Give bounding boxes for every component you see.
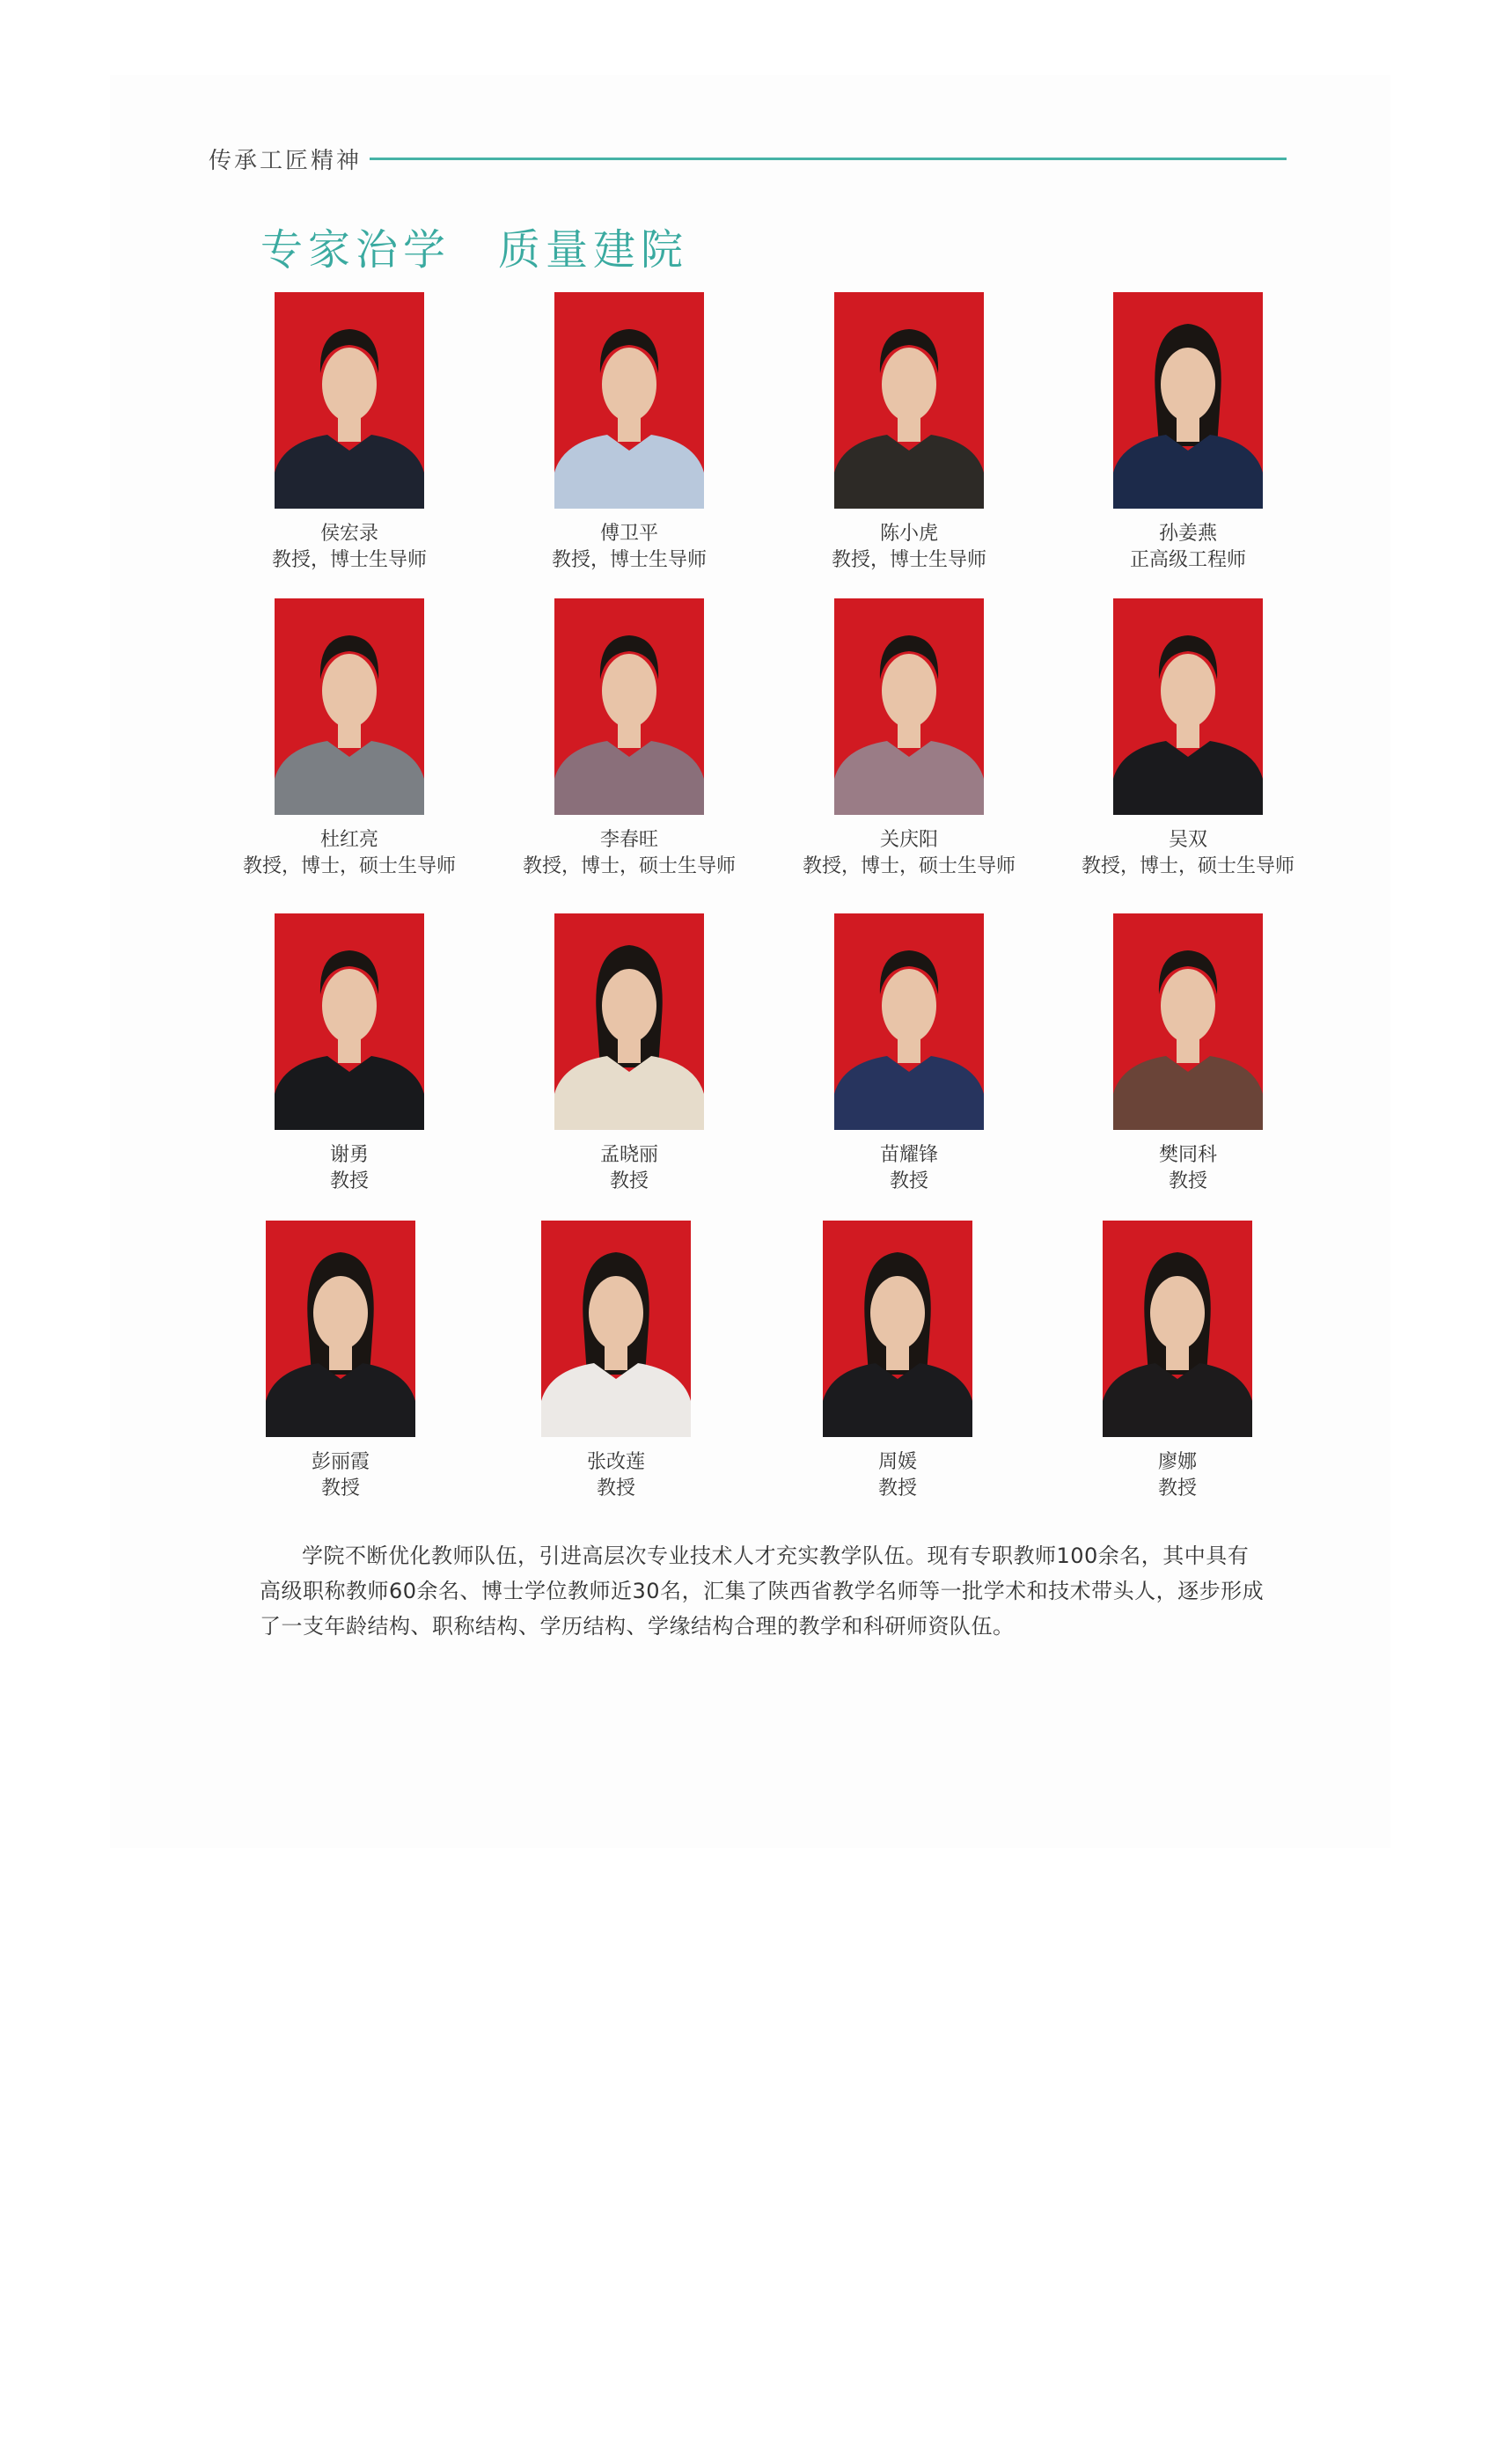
portrait-photo — [554, 292, 704, 509]
person-name: 孟晓丽 — [599, 1144, 658, 1166]
person-name: 周媛 — [877, 1451, 917, 1473]
running-head-text: 传承工匠精神 — [209, 147, 363, 174]
person-title: 教授 — [1168, 1170, 1207, 1192]
person-title: 教授，博士，硕士生导师 — [242, 855, 456, 877]
intro-paragraph: 学院不断优化教师队伍，引进高层次专业技术人才充实教学队伍。现有专职教师100余名，其中具有高级职称教师60余名、博士学位教师近30名，汇集了陕西省教学名师等一批学术和技术带头人，逐步形成了一支年龄结构、职称结构、学历结构、学缘结构合理的教学和科研师资队伍。 — [260, 1544, 1265, 1639]
faculty-card — [1050, 1221, 1305, 1502]
faculty-card — [222, 598, 477, 880]
person-name: 关庆阳 — [879, 829, 938, 851]
portrait-photo — [275, 292, 424, 509]
person-name: 彭丽霞 — [311, 1451, 370, 1473]
person-title: 教授 — [320, 1478, 360, 1500]
person-name: 杜红亮 — [319, 829, 378, 851]
portrait-photo — [266, 1221, 415, 1437]
portrait-photo — [1113, 598, 1263, 815]
person-title: 教授，博士，硕士生导师 — [522, 855, 736, 877]
portrait-photo — [275, 598, 424, 815]
person-name: 傅卫平 — [599, 523, 658, 545]
person-name: 孙姜燕 — [1158, 523, 1217, 545]
portrait-photo — [834, 598, 984, 815]
person-title: 教授 — [609, 1170, 649, 1192]
person-title: 教授，博士生导师 — [831, 549, 986, 571]
person-name: 谢勇 — [329, 1144, 369, 1166]
faculty-card — [222, 292, 477, 574]
person-title: 教授，博士生导师 — [271, 549, 427, 571]
running-head-rule — [370, 158, 1287, 160]
person-name: 陈小虎 — [879, 523, 938, 545]
person-title: 教授，博士生导师 — [551, 549, 707, 571]
person-title: 教授，博士，硕士生导师 — [802, 855, 1016, 877]
portrait-photo — [1113, 913, 1263, 1130]
person-title: 教授 — [1157, 1478, 1197, 1500]
portrait-photo — [1103, 1221, 1252, 1437]
person-name: 侯宏录 — [319, 523, 378, 545]
person-title: 教授 — [877, 1478, 917, 1500]
faculty-card — [502, 913, 757, 1195]
faculty-card — [781, 292, 1037, 574]
portrait-photo — [554, 598, 704, 815]
person-name: 廖娜 — [1157, 1451, 1197, 1473]
portrait-photo — [834, 913, 984, 1130]
portrait-photo — [275, 913, 424, 1130]
person-title: 正高级工程师 — [1129, 549, 1246, 571]
person-name: 李春旺 — [599, 829, 658, 851]
faculty-card — [781, 598, 1037, 880]
person-name: 张改莲 — [586, 1451, 645, 1473]
portrait-photo — [554, 913, 704, 1130]
person-title: 教授，博士，硕士生导师 — [1081, 855, 1294, 877]
faculty-card — [1060, 913, 1316, 1195]
person-title: 教授 — [596, 1478, 635, 1500]
portrait-photo — [834, 292, 984, 509]
portrait-photo — [541, 1221, 691, 1437]
person-name: 樊同科 — [1158, 1144, 1217, 1166]
person-name: 苗耀锋 — [879, 1144, 938, 1166]
person-title: 教授 — [329, 1170, 369, 1192]
faculty-card — [502, 598, 757, 880]
faculty-card — [488, 1221, 744, 1502]
page-title: 专家治学 质量建院 — [260, 225, 689, 275]
running-head — [209, 143, 362, 174]
portrait-photo — [1113, 292, 1263, 509]
person-name: 吴双 — [1168, 829, 1207, 851]
faculty-card — [781, 913, 1037, 1195]
faculty-card — [213, 1221, 468, 1502]
faculty-card — [770, 1221, 1025, 1502]
faculty-card — [1060, 598, 1316, 880]
faculty-card — [1060, 292, 1316, 574]
faculty-card — [222, 913, 477, 1195]
person-title: 教授 — [889, 1170, 928, 1192]
portrait-photo — [823, 1221, 972, 1437]
faculty-card — [502, 292, 757, 574]
